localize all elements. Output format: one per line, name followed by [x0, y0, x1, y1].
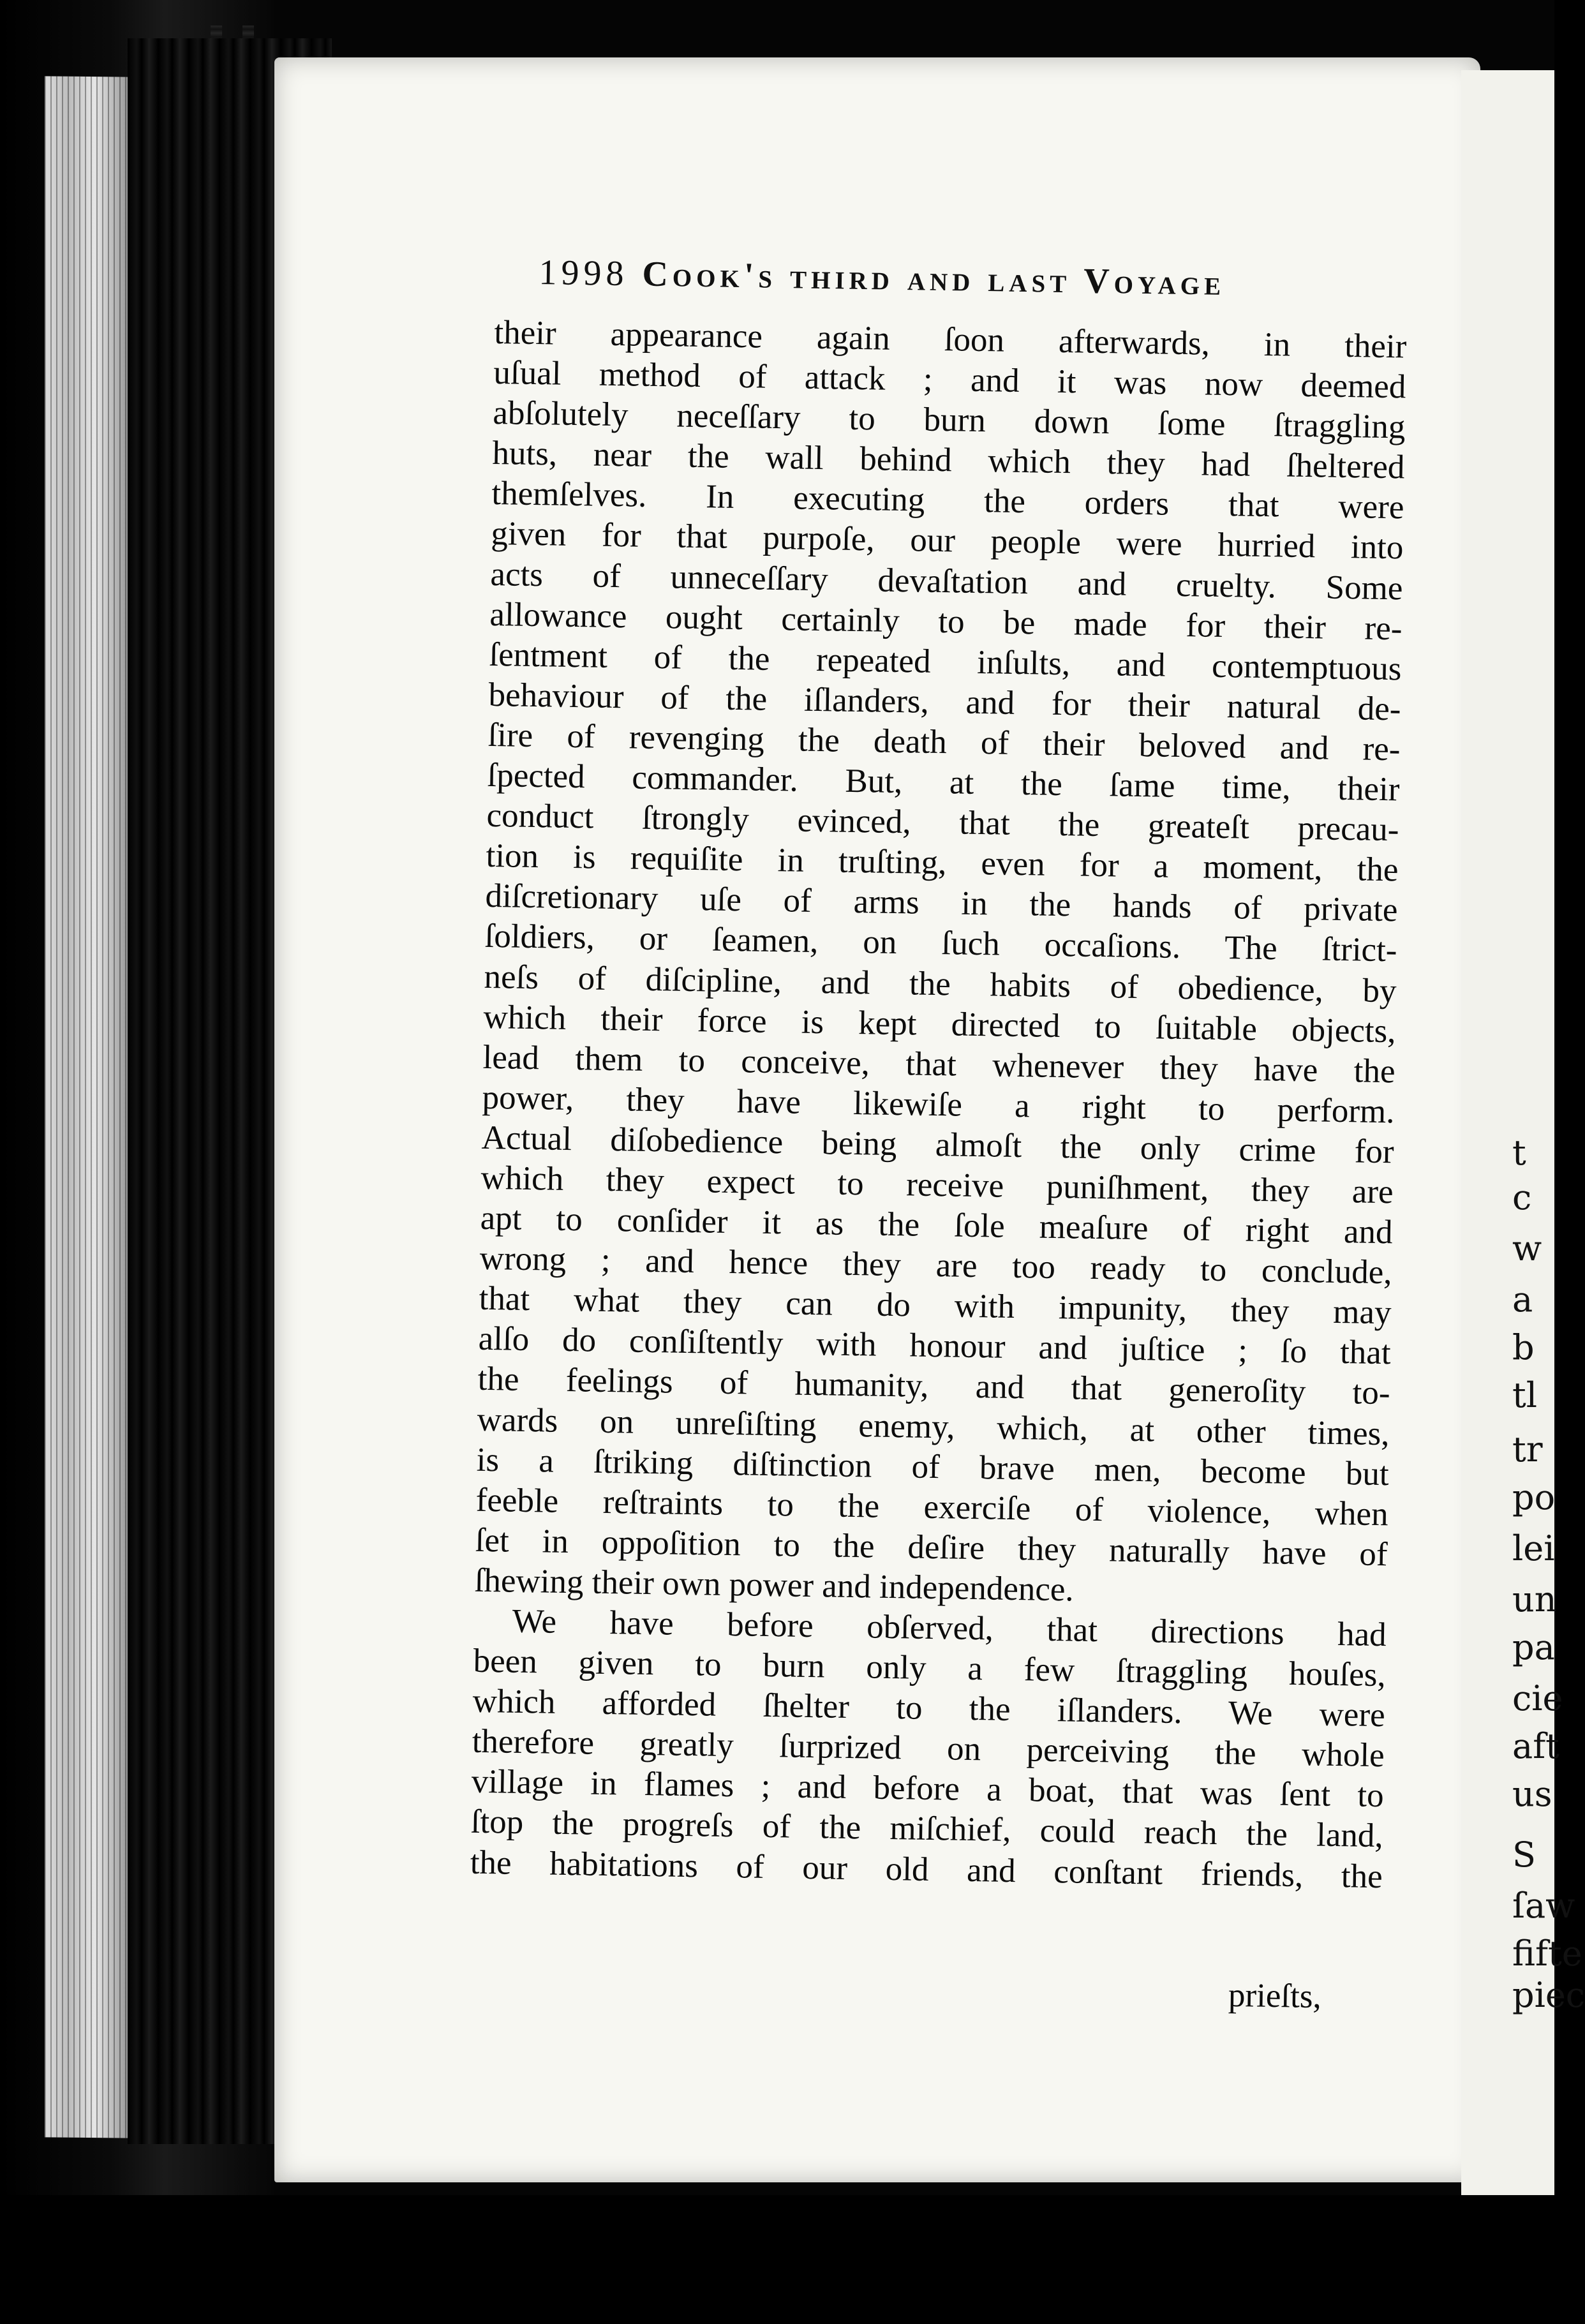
text-line: that what they can do with impunity, they may: [479, 1280, 1392, 1332]
text-line: the feelings of humanity, and that generoſity to-: [477, 1360, 1391, 1412]
text-line: which they expect to receive puniſhment, they are: [480, 1159, 1394, 1211]
text-line: ſentment of the repeated inſults, and contemptuous: [489, 636, 1402, 688]
facing-page-fragment: S: [1512, 1835, 1536, 1875]
text-line: ſet in oppoſition to the deſire they naturally have of: [475, 1521, 1388, 1574]
text-line: behaviour of the iſlanders, and for their natural de-: [488, 676, 1401, 728]
text-line: alſo do conſiſtently with honour and juſtice ; ſo that: [478, 1320, 1392, 1372]
facing-page-edge: [1461, 70, 1554, 2201]
text-line: acts of unneceſſary devaſtation and cruelty. Some: [490, 555, 1403, 607]
paragraph: [470, 1601, 1387, 1897]
facing-page-fragment: a: [1512, 1279, 1533, 1320]
facing-page-fragment: ſaw: [1512, 1886, 1575, 1926]
text-line: ſhewing their own power and independence.: [474, 1561, 1075, 1609]
text-line: their appearance again ſoon afterwards, in their: [494, 313, 1407, 366]
text-line: wards on unreſiſting enemy, which, at other times,: [477, 1401, 1390, 1452]
facing-page-fragment: us: [1512, 1774, 1552, 1814]
text-line: given for that purpoſe, our people were hurried into: [491, 515, 1404, 567]
text-line: ſire of revenging the death of their beloved and re-: [487, 716, 1401, 768]
facing-page-fragment: cie: [1512, 1678, 1563, 1718]
facing-page-fragment: aft: [1512, 1726, 1559, 1766]
text-line: power, they have likewiſe a right to perform.: [482, 1078, 1395, 1131]
facing-page-fragment: pa: [1512, 1627, 1555, 1667]
catchword: prieſts,: [1228, 1976, 1322, 2016]
text-line: which their force is kept directed to ſuitable objects,: [483, 998, 1396, 1050]
scan-bottom-margin: [0, 2195, 1554, 2324]
text-line: Actual diſobedience being almoſt the only crime for: [481, 1119, 1394, 1171]
facing-page-fragment: tr: [1512, 1429, 1543, 1470]
facing-page-fragment: w: [1512, 1228, 1542, 1269]
body-text: [470, 313, 1406, 1897]
text-line: village in flames ; and before a boat, that was ſent to: [471, 1763, 1385, 1815]
text-line: abſolutely neceſſary to burn down ſome ſtraggling: [493, 394, 1406, 446]
text-line: ſtop the progreſs of the miſchief, could reach the land,: [470, 1803, 1384, 1855]
text-line: ſoldiers, or ſeamen, on ſuch occaſions. The ſtrict-: [484, 918, 1397, 969]
text-line: neſs of diſcipline, and the habits of obedience, by: [484, 958, 1397, 1009]
facing-page-fragment: c: [1512, 1177, 1532, 1218]
text-line: is a ſtriking diſtinction of brave men, become but: [476, 1441, 1390, 1493]
text-line: apt to conſider it as the ſole meaſure of right and: [480, 1199, 1393, 1251]
page-number: 1998: [539, 252, 629, 294]
paragraph: [474, 313, 1407, 1615]
text-line: wrong ; and hence they are too ready to conclude,: [479, 1239, 1392, 1292]
facing-page-fragment: fifte: [1512, 1933, 1582, 1974]
text-line: been given to burn only a few ſtraggling houſes,: [473, 1642, 1387, 1694]
text-line: themſelves. In executing the orders that were: [491, 475, 1404, 526]
facing-page-fragment: tl: [1512, 1375, 1537, 1415]
text-line: lead them to conceive, that whenever they have the: [482, 1038, 1395, 1091]
text-line: diſcretionary uſe of arms in the hands of private: [485, 877, 1398, 929]
facing-page-fragment: lei: [1512, 1528, 1555, 1568]
facing-page-fragment: po: [1512, 1477, 1556, 1517]
text-line: which afforded ſhelter to the iſlanders. We were: [472, 1682, 1386, 1734]
running-title: Cook's third and last Voyage: [641, 254, 1226, 303]
text-line: allowance ought certainly to be made for their re-: [489, 595, 1403, 648]
text-line: uſual method of attack ; and it was now deemed: [493, 354, 1406, 406]
text-line: tion is requiſite in truſting, even for a moment, the: [486, 837, 1399, 889]
page-edges: [45, 76, 128, 2138]
text-line: feeble reſtraints to the exerciſe of violence, when: [475, 1481, 1389, 1533]
text-line: ſpected commander. But, at the ſame time, their: [487, 756, 1400, 808]
text-line: huts, near the wall behind which they had ſheltered: [492, 435, 1405, 486]
text-line: the habitations of our old and conſtant friends, the: [470, 1844, 1383, 1895]
facing-page-fragment: b: [1512, 1327, 1535, 1367]
facing-page-fragment: un: [1512, 1579, 1557, 1620]
facing-page-fragment: piec: [1512, 1975, 1585, 2015]
facing-page-fragment: t: [1512, 1133, 1526, 1173]
text-line: therefore greatly ſurprized on perceiving the whole: [472, 1723, 1385, 1775]
text-line: We have before obſerved, that directions had: [512, 1602, 1387, 1654]
text-line: conduct ſtrongly evinced, that the greateſt precau-: [486, 797, 1399, 849]
